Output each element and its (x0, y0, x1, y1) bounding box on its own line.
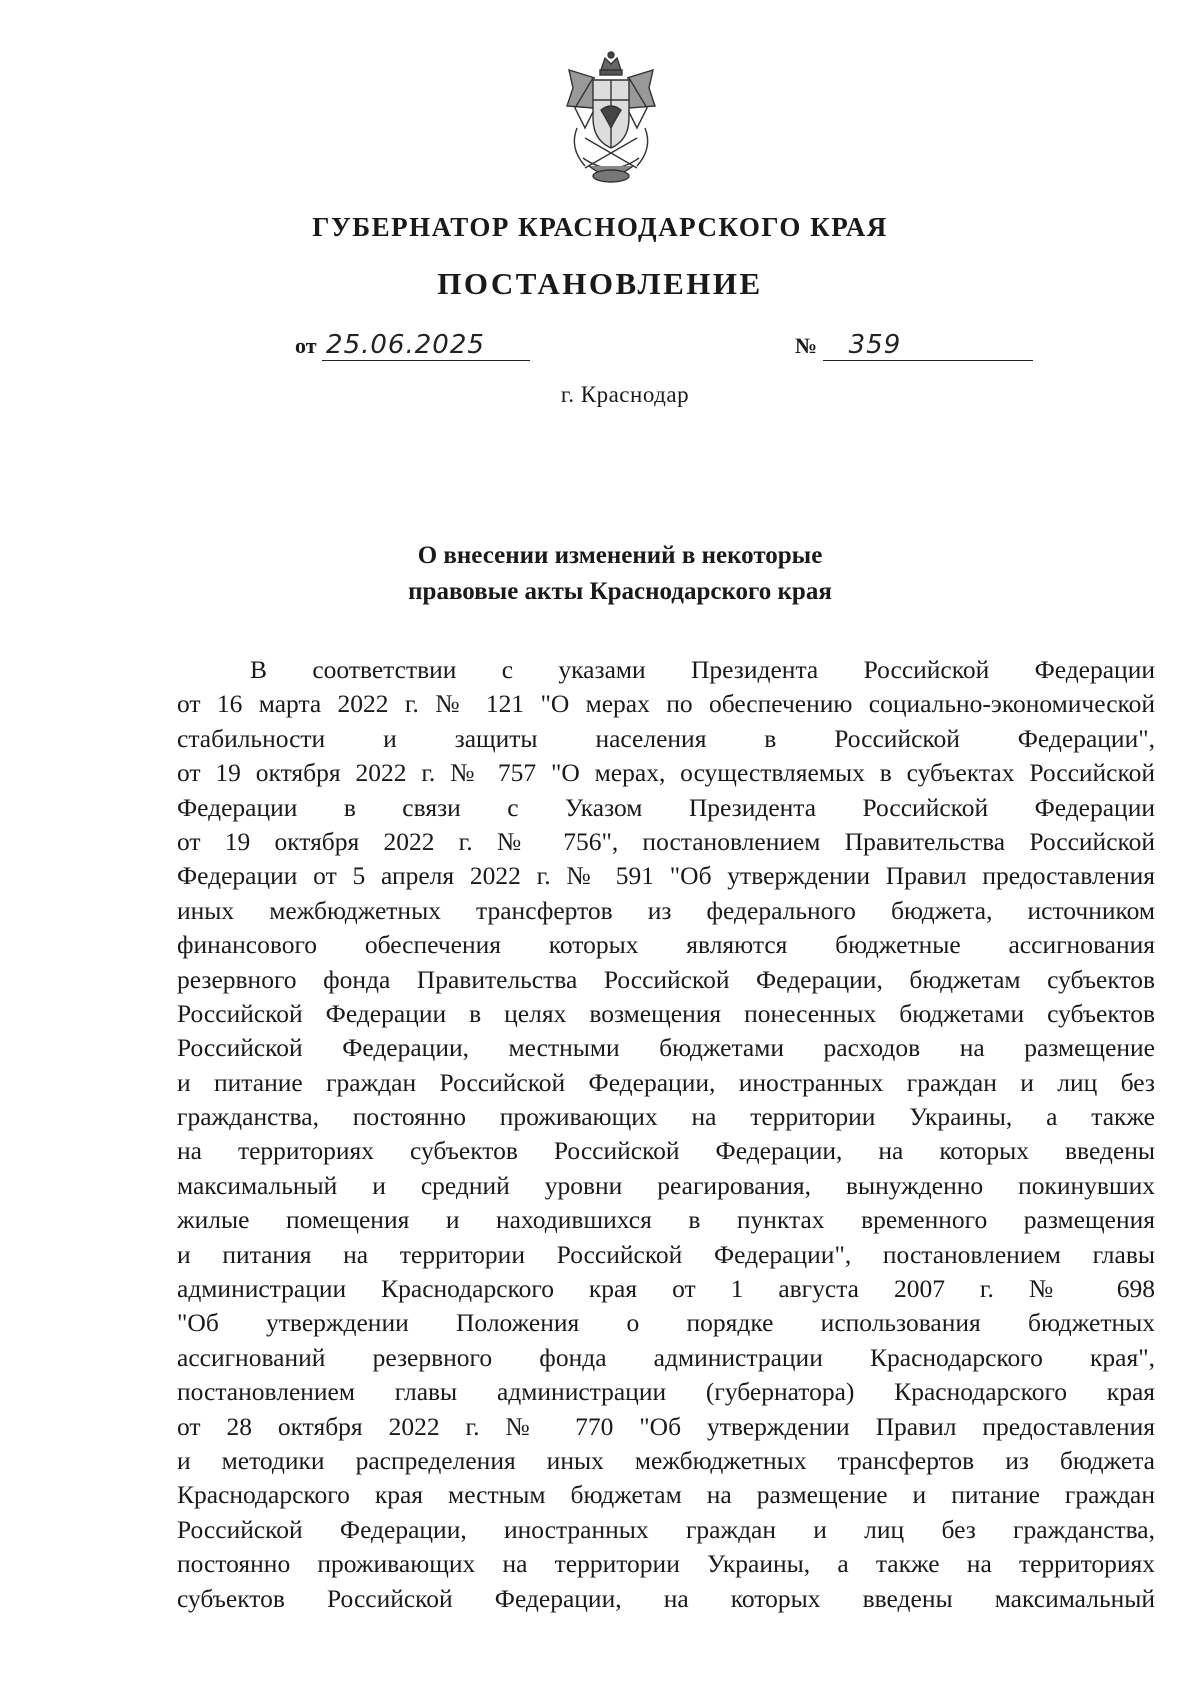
subject-title (0, 538, 1200, 610)
subject-line-1: О внесении изменений в некоторые (417, 542, 823, 569)
body-line: Федерации от 5 апреля 2022 г. № 591 "Об утверждении Правил предоставления (177, 861, 1155, 891)
body-line: администрации Краснодарского края от 1 августа 2007 г. № 698 (177, 1274, 1155, 1304)
body-line: стабильности и защиты населения в Российской Федерации", (177, 723, 1155, 753)
body-line: финансового обеспечения которых являются бюджетные ассигнования (177, 930, 1155, 960)
number-row (795, 330, 1033, 361)
body-line: от 28 октября 2022 г. № 770 "Об утверждении Правил предоставления (177, 1411, 1155, 1441)
body-line: жилые помещения и находившихся в пунктах временного размещения (177, 1205, 1155, 1235)
body-line: и питания на территории Российской Федерации", постановлением главы (177, 1239, 1155, 1269)
body-line: и питание граждан Российской Федерации, иностранных граждан и лиц без (177, 1067, 1155, 1097)
body-line: Российской Федерации, иностранных граждан и лиц без гражданства, (177, 1514, 1155, 1544)
body-line: иных межбюджетных трансфертов из федерального бюджета, источником (177, 895, 1155, 925)
subject-line-2: правовые акты Краснодарского края (408, 578, 832, 605)
city: г. Краснодар (560, 382, 690, 407)
body-line: на территориях субъектов Российской Федерации, на которых введены (177, 1136, 1155, 1166)
coat-of-arms-icon (555, 48, 667, 188)
body-line: Российской Федерации в целях возмещения понесенных бюджетами субъектов (177, 998, 1155, 1028)
body-line: Краснодарского края местным бюджетам на размещение и питание граждан (177, 1480, 1155, 1510)
body-line: и методики распределения иных межбюджетных трансфертов из бюджета (177, 1445, 1155, 1475)
body-line: В соответствии с указами Президента Российской Федерации (250, 655, 1155, 684)
body-line: субъектов Российской Федерации, на которых введены максимальный (177, 1583, 1155, 1613)
body-line: от 19 октября 2022 г. № 757 "О мерах, осуществляемых в субъектах Российской (177, 758, 1155, 788)
body-line: резервного фонда Правительства Российской Федерации, бюджетам субъектов (177, 964, 1155, 994)
number-value: 359 (823, 330, 1033, 361)
body-line: Российской Федерации, местными бюджетами расходов на размещение (177, 1033, 1155, 1063)
body-line: максимальный и средний уровни реагирования, вынужденно покинувших (177, 1170, 1155, 1200)
body-line: ассигнований резервного фонда администрации Краснодарского края", (177, 1342, 1155, 1372)
date-value: 25.06.2025 (322, 330, 530, 361)
doc-type: ПОСТАНОВЛЕНИЕ (437, 266, 763, 301)
body-line: постоянно проживающих на территории Украины, а также на территориях (177, 1549, 1155, 1579)
body-line: постановлением главы администрации (губернатора) Краснодарского края (177, 1377, 1155, 1407)
body-line: от 19 октября 2022 г. № 756", постановлением Правительства Российской (177, 826, 1155, 856)
body-line: гражданства, постоянно проживающих на территории Украины, а также (177, 1102, 1155, 1132)
date-prefix: от (295, 333, 317, 358)
number-prefix: № (795, 333, 818, 358)
body-line: "Об утверждении Положения о порядке использования бюджетных (177, 1308, 1155, 1338)
body-line: от 16 марта 2022 г. № 121 "О мерах по обеспечению социально-экономической (177, 689, 1155, 719)
body-paragraph (177, 653, 1155, 1616)
body-line: Федерации в связи с Указом Президента Российской Федерации (177, 792, 1155, 822)
date-row (295, 330, 530, 361)
org-title: ГУБЕРНАТОР КРАСНОДАРСКОГО КРАЯ (312, 212, 888, 242)
